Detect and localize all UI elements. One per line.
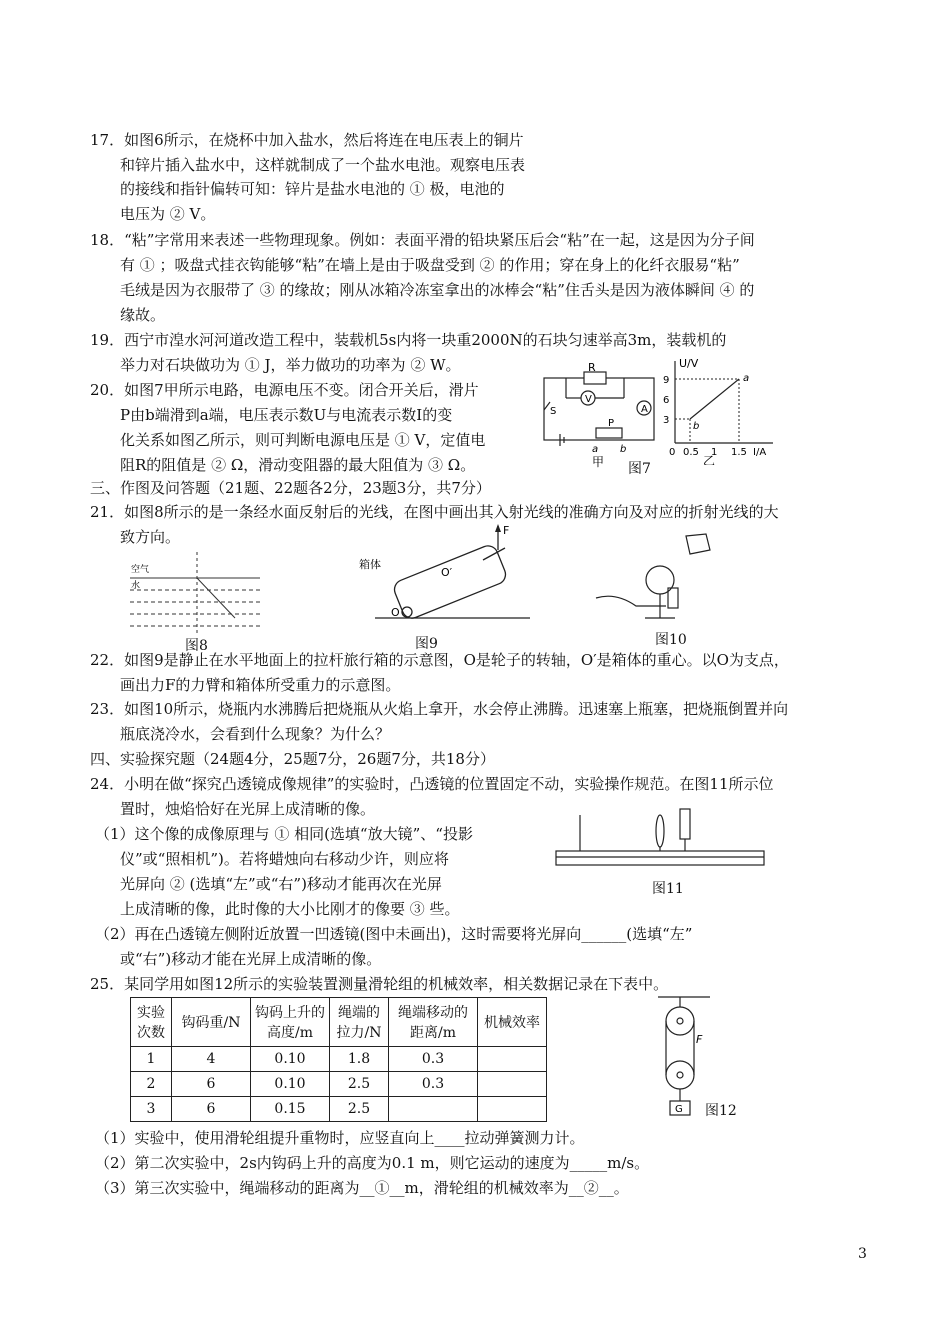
table-cell: 3 (131, 1097, 172, 1122)
q18-line1: 18．“粘”字常用来表述一些物理现象。例如：表面平滑的铅块紧压后会“粘”在一起，这是因为分子间 (90, 231, 755, 249)
table-cell: 0.10 (251, 1047, 330, 1072)
q24-sub1-line2: 仪”或“照相机”)。若将蜡烛向右移动少许，则应将 (120, 850, 449, 868)
table-cell: 2.5 (330, 1097, 389, 1122)
table-cell: 0.15 (251, 1097, 330, 1122)
pivot-label: O (391, 606, 400, 619)
q25-intro: 25．某同学用如图12所示的实验装置测量滑轮组的机械效率，相关数据记录在下表中。 (90, 975, 669, 993)
tick-9: 9 (663, 375, 670, 386)
figure9-suitcase (355, 520, 535, 630)
table-cell (389, 1097, 478, 1122)
table-cell: 2 (131, 1072, 172, 1097)
tick-05: 0.5 (683, 447, 699, 458)
figure12-caption: 图12 (705, 1103, 737, 1119)
section3-heading: 三、作图及问答题（21题、22题各2分，23题3分，共7分） (90, 479, 491, 497)
point-b: b (693, 421, 700, 432)
svg-text:A: A (641, 404, 648, 415)
table-header-cell: 实验次数 (131, 998, 172, 1047)
tick-15: 1.5 (731, 447, 747, 458)
yi-label: 乙 (703, 454, 716, 465)
table-cell: 0.3 (389, 1047, 478, 1072)
figure8-caption: 图8 (185, 638, 208, 654)
table-cell (478, 1072, 547, 1097)
figure7-caption: 图7 (628, 461, 651, 477)
svg-text:V: V (585, 394, 592, 405)
q21-line2: 致方向。 (120, 528, 181, 546)
end-b-label: b (620, 444, 627, 455)
table-cell (478, 1097, 547, 1122)
figure9-caption: 图9 (415, 636, 438, 652)
figure11-caption: 图11 (652, 881, 684, 897)
table-cell (478, 1047, 547, 1072)
q24-line2: 置时，烛焰恰好在光屏上成清晰的像。 (120, 800, 376, 818)
end-a-label: a (592, 444, 599, 455)
table-row (131, 1097, 547, 1122)
q18-line4: 缘故。 (120, 306, 166, 324)
section4-heading: 四、实验探究题（24题4分，25题7分，26题7分，共18分） (90, 750, 495, 768)
tick-0: 0 (669, 447, 676, 458)
switch-label: S (550, 406, 557, 417)
table-cell: 1 (131, 1047, 172, 1072)
q25-sub2: （2）第二次实验中，2s内钩码上升的高度为0.1 m，则它运动的速度为_____m/s。 (95, 1154, 650, 1172)
water-label: 水 (131, 581, 141, 591)
figure10-flask (590, 528, 740, 628)
tick-6: 6 (663, 395, 670, 406)
q24-sub1-line1: （1）这个像的成像原理与 ① 相同(选填“放大镜”、“投影 (95, 825, 473, 843)
q24-sub2-line1: （2）再在凸透镜左侧附近放置一凹透镜(图中未画出)，这时需要将光屏向______(选填“左” (95, 925, 693, 943)
table-cell: 6 (172, 1072, 251, 1097)
q24-sub1-line3: 光屏向 ② (选填“左”或“右”)移动才能再次在光屏 (120, 875, 442, 893)
tick-1: 1 (711, 447, 718, 458)
q20-line1: 20．如图7甲所示电路，电源电压不变。闭合开关后，滑片 (90, 381, 479, 399)
q17-line3: 的接线和指针偏转可知：锌片是盐水电池的 ① 极，电池的 (120, 180, 505, 198)
tick-3: 3 (663, 415, 670, 426)
table-header-cell: 机械效率 (478, 998, 547, 1047)
q20-line2: P由b端滑到a端，电压表示数U与电流表示数I的变 (120, 406, 453, 424)
weight-g-label: G (675, 1104, 683, 1115)
data-table (130, 997, 547, 1122)
table-cell: 6 (172, 1097, 251, 1122)
table-row (131, 1047, 547, 1072)
table-header-cell: 钩码重/N (172, 998, 251, 1047)
figure10-caption: 图10 (655, 632, 687, 648)
q21-line1: 21．如图8所示的是一条经水面反射后的光线，在图中画出其入射光线的准确方向及对应的折射光线的大 (90, 503, 779, 521)
q22-line1: 22．如图9是静止在水平地面上的拉杆旅行箱的示意图，O是轮子的转轴，O′是箱体的重心。以O为支点， (90, 651, 789, 669)
figure7-graph (655, 355, 780, 465)
q24-sub1-line4: 上成清晰的像，此时像的大小比刚才的像要 ③ 些。 (120, 900, 460, 918)
air-label: 空气 (131, 565, 150, 575)
figure11-optical-bench (550, 805, 770, 875)
q25-sub3: （3）第三次实验中，绳端移动的距离为__①__m，滑轮组的机械效率为__②__。 (95, 1179, 629, 1197)
point-a: a (743, 373, 750, 384)
axis-u-label: U/V (679, 357, 699, 370)
page-number: 3 (858, 1246, 867, 1262)
q17-line2: 和锌片插入盐水中，这样就制成了一个盐水电池。观察电压表 (120, 156, 526, 174)
table-cell: 0.3 (389, 1072, 478, 1097)
center-label: O′ (441, 566, 453, 579)
q18-line2: 有 ① ；吸盘式挂衣钩能够“粘”在墙上是由于吸盘受到 ② 的作用；穿在身上的化纤衣服易“粘” (120, 256, 740, 274)
q23-line2: 瓶底浇冷水，会看到什么现象？为什么？ (120, 725, 391, 743)
q19-line1: 19．西宁市湟水河河道改造工程中，装载机5s内将一块重2000N的石块匀速举高3m，装载机的 (90, 331, 727, 349)
q25-sub1: （1）实验中，使用滑轮组提升重物时，应竖直向上____拉动弹簧测力计。 (95, 1129, 585, 1147)
table-header-cell: 钩码上升的高度/m (251, 998, 330, 1047)
q20-line4: 阻R的阻值是 ② Ω，滑动变阻器的最大阻值为 ③ Ω。 (120, 456, 476, 474)
resistor-label: R (588, 361, 596, 374)
q17-line4: 电压为 ② V。 (120, 205, 216, 223)
q20-line3: 化关系如图乙所示，则可判断电源电压是 ① V，定值电 (120, 431, 486, 449)
q23-line1: 23．如图10所示，烧瓶内水沸腾后把烧瓶从火焰上拿开，水会停止沸腾。迅速塞上瓶塞，把烧瓶倒置并向 (90, 700, 789, 718)
figure7-circuit (536, 360, 666, 470)
box-label: 箱体 (359, 558, 381, 571)
table-cell: 2.5 (330, 1072, 389, 1097)
q24-line1: 24．小明在做“探究凸透镜成像规律”的实验时，凸透镜的位置固定不动，实验操作规范。在图11所示位 (90, 775, 774, 793)
q18-line3: 毛绒是因为衣服带了 ③ 的缘故；刚从冰箱冷冻室拿出的冰棒会“粘”住舌头是因为液体瞬间 ④ 的 (120, 281, 755, 299)
axis-i-label: I/A (753, 447, 767, 458)
jia-label: 甲 (592, 455, 605, 469)
table-header-cell: 绳端的拉力/N (330, 998, 389, 1047)
table-row (131, 1072, 547, 1097)
figure8-water-surface (125, 548, 265, 638)
slider-label: P (608, 418, 615, 429)
pulley-force-label: F (696, 1033, 703, 1046)
force-f-label: F (503, 524, 510, 537)
table-cell: 1.8 (330, 1047, 389, 1072)
q22-line2: 画出力F的力臂和箱体所受重力的示意图。 (120, 676, 401, 694)
table-cell: 4 (172, 1047, 251, 1072)
table-header-row (131, 998, 547, 1047)
q24-sub2-line2: 或“右”)移动才能在光屏上成清晰的像。 (120, 950, 382, 968)
table-cell: 0.10 (251, 1072, 330, 1097)
table-header-cell: 绳端移动的距离/m (389, 998, 478, 1047)
q17-line1: 17．如图6所示，在烧杯中加入盐水，然后将连在电压表上的铜片 (90, 131, 524, 149)
q19-line2: 举力对石块做功为 ① J，举力做功的功率为 ② W。 (120, 356, 461, 374)
